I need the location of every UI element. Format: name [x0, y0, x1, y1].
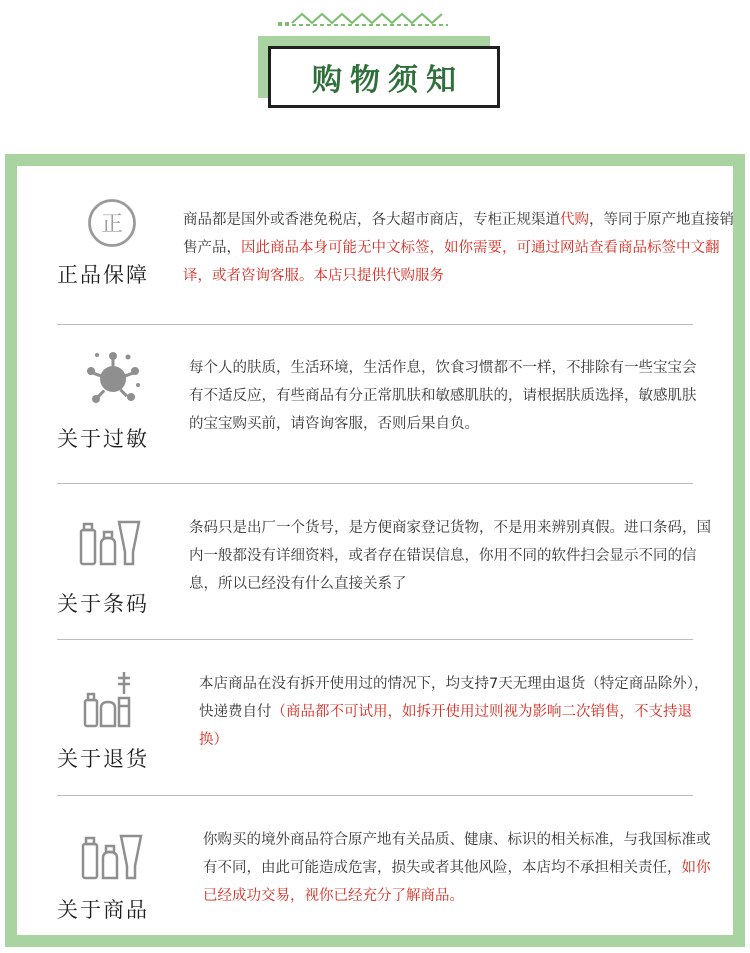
section-text: 每个人的肤质，生活环境，生活作息，饮食习惯都不一样，不排除有一些宝宝会有不适反应，有些商品有分正常肌肤和敏感肌肤的，请根据肤质选择，敏感肌肤的宝宝购买前，请咨询客服，否则后果自负。	[189, 360, 697, 432]
cosmetic-bottles-sparkle-icon	[81, 670, 141, 730]
section-label: 关于过敏	[57, 427, 149, 451]
title-box	[268, 46, 500, 108]
zigzag-decoration	[278, 6, 448, 26]
cosmetic-bottles-icon	[77, 518, 143, 568]
text-plain: 本店商品在没有拆开使用过的情况下，均支持7天无理由退货（特定商品除外），快递费自付	[199, 676, 709, 720]
allergen-virus-icon	[83, 347, 143, 407]
section-allergy	[17, 325, 733, 483]
svg-text:正: 正	[101, 212, 123, 238]
text-plain: 你购买的境外商品符合原产地有关品质、健康、标识的相关标准，与我国标准或有不同，由此可能造成危害，损失或者其他风险，本店均不承担相关责任，	[203, 832, 711, 876]
section-label: 正品保障	[57, 263, 149, 287]
text-highlight: （商品都不可试用，如拆开使用过则视为影响二次销售，不支持退换）	[199, 704, 692, 748]
text-plain: ，等同于原产地直接销售产品，	[183, 212, 734, 256]
section-label: 关于退货	[57, 747, 149, 771]
section-text	[183, 206, 743, 290]
authentic-seal-icon	[85, 196, 139, 250]
text-highlight: 如你已经成功交易，视你已经充分了解商品。	[203, 860, 711, 904]
section-barcode	[17, 484, 733, 639]
cosmetic-products-icon	[79, 832, 145, 882]
text-highlight: 因此商品本身可能无中文标签，如你需要，可通过网站查看商品标签中文翻译，或者咨询客服。本店只提供代购服务	[183, 240, 720, 284]
section-text	[203, 826, 723, 910]
section-label: 关于商品	[57, 898, 149, 922]
notice-panel	[5, 154, 745, 947]
notice-panel-inner	[17, 166, 733, 935]
section-text: 条码只是出厂一个货号，是方便商家登记货物，不是用来辨别真假。进口条码，国内一般都没有详细资料，或者存在错误信息，你用不同的软件扫会显示不同的信息，所以已经没有什么直接关系了	[189, 520, 711, 592]
section-products	[17, 796, 733, 935]
section-label: 关于条码	[57, 592, 149, 616]
text-plain: 商品都是国外或香港免税店，各大超市商店，专柜正规渠道	[183, 212, 560, 228]
page-title: 购物须知	[312, 63, 464, 98]
section-text	[199, 670, 709, 754]
text-highlight: 代购	[560, 212, 589, 228]
section-return	[17, 640, 733, 795]
section-authentic	[17, 166, 733, 324]
